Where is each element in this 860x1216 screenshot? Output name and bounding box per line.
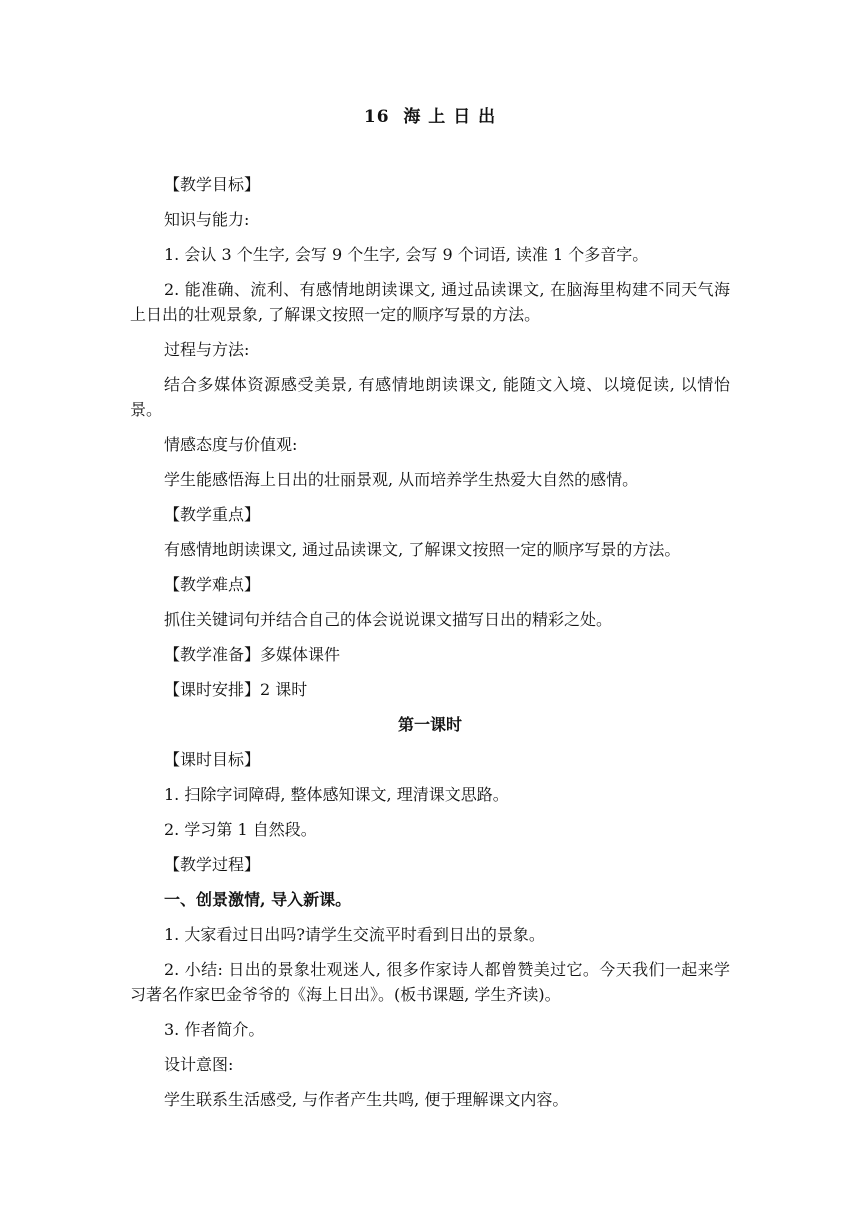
schedule-line: 【课时安排】2 课时	[164, 680, 308, 699]
page-title: 16 海 上 日 出	[363, 107, 497, 127]
knowledge-heading: 知识与能力:	[164, 210, 250, 229]
step-3: 3. 作者简介。	[164, 1020, 265, 1039]
document-body	[130, 172, 730, 1122]
design-intent-heading: 设计意图:	[164, 1055, 234, 1074]
process-method-text: 结合多媒体资源感受美景, 有感情地朗读课文, 能随文入境、以境促读, 以情怡景。	[130, 375, 730, 419]
emotion-text: 学生能感悟海上日出的壮丽景观, 从而培养学生热爱大自然的感情。	[164, 470, 639, 489]
step-2: 2. 小结: 日出的景象壮观迷人, 很多作家诗人都曾赞美过它。今天我们一起来学习著名作家巴金爷爷的《海上日出》。(板书课题, 学生齐读)。	[130, 960, 730, 1004]
preparation-line: 【教学准备】多媒体课件	[164, 645, 341, 664]
difficulty-text: 抓住关键词句并结合自己的体会说说课文描写日出的精彩之处。	[164, 610, 613, 629]
lesson-goal-2: 2. 学习第 1 自然段。	[164, 820, 317, 839]
section-one-heading: 一、创景激情, 导入新课。	[164, 890, 352, 909]
emotion-heading: 情感态度与价值观:	[164, 435, 298, 454]
knowledge-item-2: 2. 能准确、流利、有感情地朗读课文, 通过品读课文, 在脑海里构建不同天气海上日出的壮观景象, 了解课文按照一定的顺序写景的方法。	[130, 280, 730, 324]
key-point-heading: 【教学重点】	[164, 505, 261, 524]
step-1: 1. 大家看过日出吗?请学生交流平时看到日出的景象。	[164, 925, 545, 944]
teaching-process-heading: 【教学过程】	[164, 855, 261, 874]
key-point-text: 有感情地朗读课文, 通过品读课文, 了解课文按照一定的顺序写景的方法。	[164, 540, 681, 559]
lesson-goal-heading: 【课时目标】	[164, 750, 261, 769]
lesson-goal-1: 1. 扫除字词障碍, 整体感知课文, 理清课文思路。	[164, 785, 509, 804]
difficulty-heading: 【教学难点】	[164, 575, 261, 594]
design-intent-text: 学生联系生活感受, 与作者产生共鸣, 便于理解课文内容。	[164, 1090, 569, 1109]
knowledge-item-1: 1. 会认 3 个生字, 会写 9 个生字, 会写 9 个词语, 读准 1 个多音字。	[164, 245, 649, 264]
process-method-heading: 过程与方法:	[164, 340, 250, 359]
lesson-one-title: 第一课时	[397, 715, 462, 734]
teaching-goal-heading: 【教学目标】	[164, 175, 261, 194]
